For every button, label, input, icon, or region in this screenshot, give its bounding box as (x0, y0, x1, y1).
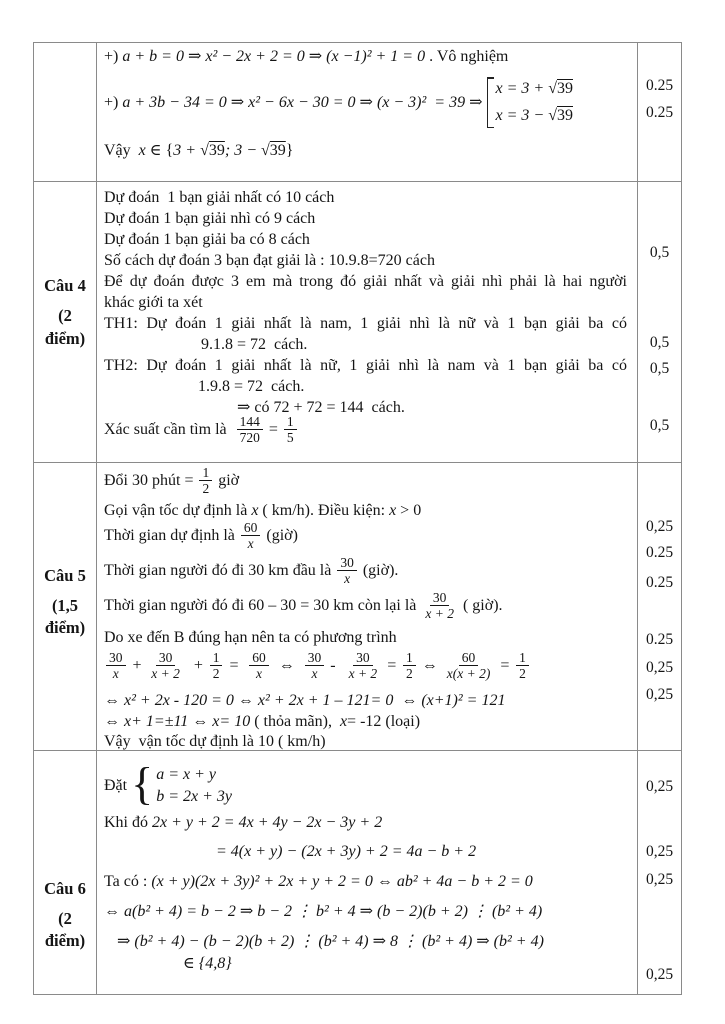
system-line (104, 758, 232, 811)
mark-value: 0,25 (645, 778, 674, 795)
row1-label-cell (34, 43, 97, 182)
question-points: điểm) (44, 329, 86, 348)
mark-value: 0,25 (645, 966, 674, 983)
solution-line: ∈ {4,8} (183, 955, 232, 972)
mark-value: 0,5 (649, 244, 670, 261)
solution-line: Đổi 30 phút = $\frac{1}{2}$ giờ (104, 465, 240, 496)
mark-value: 0,25 (645, 686, 674, 703)
solution-line: Ta có : (x + y)(2x + 3y)² + 2x + y + 2 = 0 ⇔ ab² + 4a − b + 2 = 0 (104, 873, 533, 890)
solution-line: 1.9.8 = 72 cách. (198, 378, 305, 395)
solution-line: = 4(x + y) − (2x + 3y) + 2 = 4a − b + 2 (216, 843, 477, 860)
solution-line: Thời gian người đó đi 60 – 30 = 30 km còn lại là $\frac{30}{x + 2}$ ( giờ). (104, 590, 503, 621)
case-line: x = 3 + √39 (495, 80, 573, 97)
question-points: (2 (58, 306, 72, 325)
question6-solution-cell (97, 751, 638, 994)
question-number: Câu 4 (44, 276, 86, 295)
solution-line: Dự đoán 1 bạn giải ba có 8 cách (104, 231, 310, 248)
solution-line: 9.1.8 = 72 cách. (201, 336, 308, 353)
equation-text: +) a + 3b − 34 = 0 ⇒ x² − 6x − 30 = 0 ⇒ (x − 3)² = 39 ⇒ (104, 93, 483, 111)
question-points: điểm) (44, 931, 86, 950)
mark-value: 0.25 (645, 631, 674, 648)
equation-line: $\frac{30}{x}$ + $\frac{30}{x + 2}$ + $\frac{1}{2}$ = $\frac{60}{x}$ ⇔ $\frac{30}{x}$ - $\frac{30}{x + 2}$ = $\frac{1}{2}$ ⇔ $\frac{60}{x(x + 2)}$ = $\frac{1}{2}$ (104, 650, 531, 681)
question5-label-cell (34, 463, 97, 751)
solution-line: Thời gian người đó đi 30 km đầu là $\frac{30}{x}$ (giờ). (104, 555, 399, 586)
row1-marks-cell (638, 43, 681, 182)
question5-solution-cell (97, 463, 638, 751)
question-points: điểm) (44, 618, 86, 637)
question6-marks-cell (638, 751, 681, 994)
brace-symbol: { (131, 758, 154, 809)
solution-line (104, 77, 573, 128)
system-equations (156, 765, 232, 807)
question-number: Câu 5 (44, 566, 86, 585)
row1-solution-cell (97, 43, 638, 182)
solution-line: ⇔ x² + 2x - 120 = 0 ⇔ x² + 2x + 1 – 121= 0 ⇔ (x+1)² = 121 (104, 692, 506, 709)
mark-value: 0,25 (645, 518, 674, 535)
question-number: Câu 6 (44, 879, 86, 898)
solution-line: Vậy vận tốc dự định là 10 ( km/h) (104, 733, 326, 750)
solution-line: Xác suất cần tìm là $\frac{144}{720}$ = $\frac{1}{5}$ (104, 414, 299, 445)
solution-line: +) a + b = 0 ⇒ x² − 2x + 2 = 0 ⇒ (x −1)² + 1 = 0 . Vô nghiệm (104, 48, 509, 65)
solution-line: ⇒ có 72 + 72 = 144 cách. (237, 399, 405, 416)
solution-line: Khi đó 2x + y + 2 = 4x + 4y − 2x − 3y + 2 (104, 814, 383, 831)
question-points: (2 (58, 909, 72, 928)
mark-value: 0,5 (649, 417, 670, 434)
mark-value: 0,25 (645, 659, 674, 676)
solution-line: ⇔ x+ 1=±11 ⇔ x= 10 ( thỏa mãn), x= -12 (loại) (104, 713, 421, 730)
solution-line: Do xe đến B đúng hạn nên ta có phương trình (104, 629, 397, 646)
solution-line: ⇒ (b² + 4) − (b − 2)(b + 2) ⋮ (b² + 4) ⇒ 8 ⋮ (b² + 4) ⇒ (b² + 4) (117, 933, 544, 950)
solution-line: Dự đoán 1 bạn giải nhì có 9 cách (104, 210, 316, 227)
solution-line: Gọi vận tốc dự định là x ( km/h). Điều kiện: x > 0 (104, 502, 422, 519)
solution-line: Thời gian dự định là $\frac{60}{x}$ (giờ) (104, 520, 298, 551)
solution-line: TH1: Dự đoán 1 giải nhất là nam, 1 giải nhì là nữ và 1 bạn giải ba có (104, 315, 627, 332)
solution-line: Vậy x ∈ {3 + √39; 3 − √39} (104, 142, 294, 159)
solution-line: khác giới ta xét (104, 294, 203, 311)
answer-table (33, 42, 682, 995)
question6-label-cell (34, 751, 97, 994)
question4-label-cell (34, 182, 97, 463)
mark-value: 0,5 (649, 360, 670, 377)
mark-value: 0.25 (645, 77, 674, 94)
mark-value: 0,25 (645, 871, 674, 888)
dat-label: Đặt (104, 777, 128, 794)
solution-line: TH2: Dự đoán 1 giải nhất là nữ, 1 giải nhì là nam và 1 bạn giải ba có (104, 357, 627, 374)
mark-value: 0.25 (645, 104, 674, 121)
case-line: x = 3 − √39 (495, 107, 573, 124)
solution-line: Dự đoán 1 bạn giải nhất có 10 cách (104, 189, 335, 206)
mark-value: 0.25 (645, 544, 674, 561)
mark-value: 0.25 (645, 574, 674, 591)
question4-marks-cell (638, 182, 681, 463)
solution-line: Để dự đoán được 3 em mà trong đó giải nhất và giải nhì phải là hai người (104, 273, 627, 290)
question5-marks-cell (638, 463, 681, 751)
question-points: (1,5 (51, 596, 79, 615)
solution-line: ⇔ a(b² + 4) = b − 2 ⇒ b − 2 ⋮ b² + 4 ⇒ (b − 2)(b + 2) ⋮ (b² + 4) (104, 903, 543, 920)
solution-line: Số cách dự đoán 3 bạn đạt giải là : 10.9.8=720 cách (104, 252, 435, 269)
mark-value: 0,5 (649, 334, 670, 351)
mark-value: 0,25 (645, 843, 674, 860)
system-eq-a: a = x + y (156, 766, 216, 783)
question4-solution-cell (97, 182, 638, 463)
system-eq-b: b = 2x + 3y (156, 788, 232, 805)
cases-bracket (487, 77, 573, 128)
